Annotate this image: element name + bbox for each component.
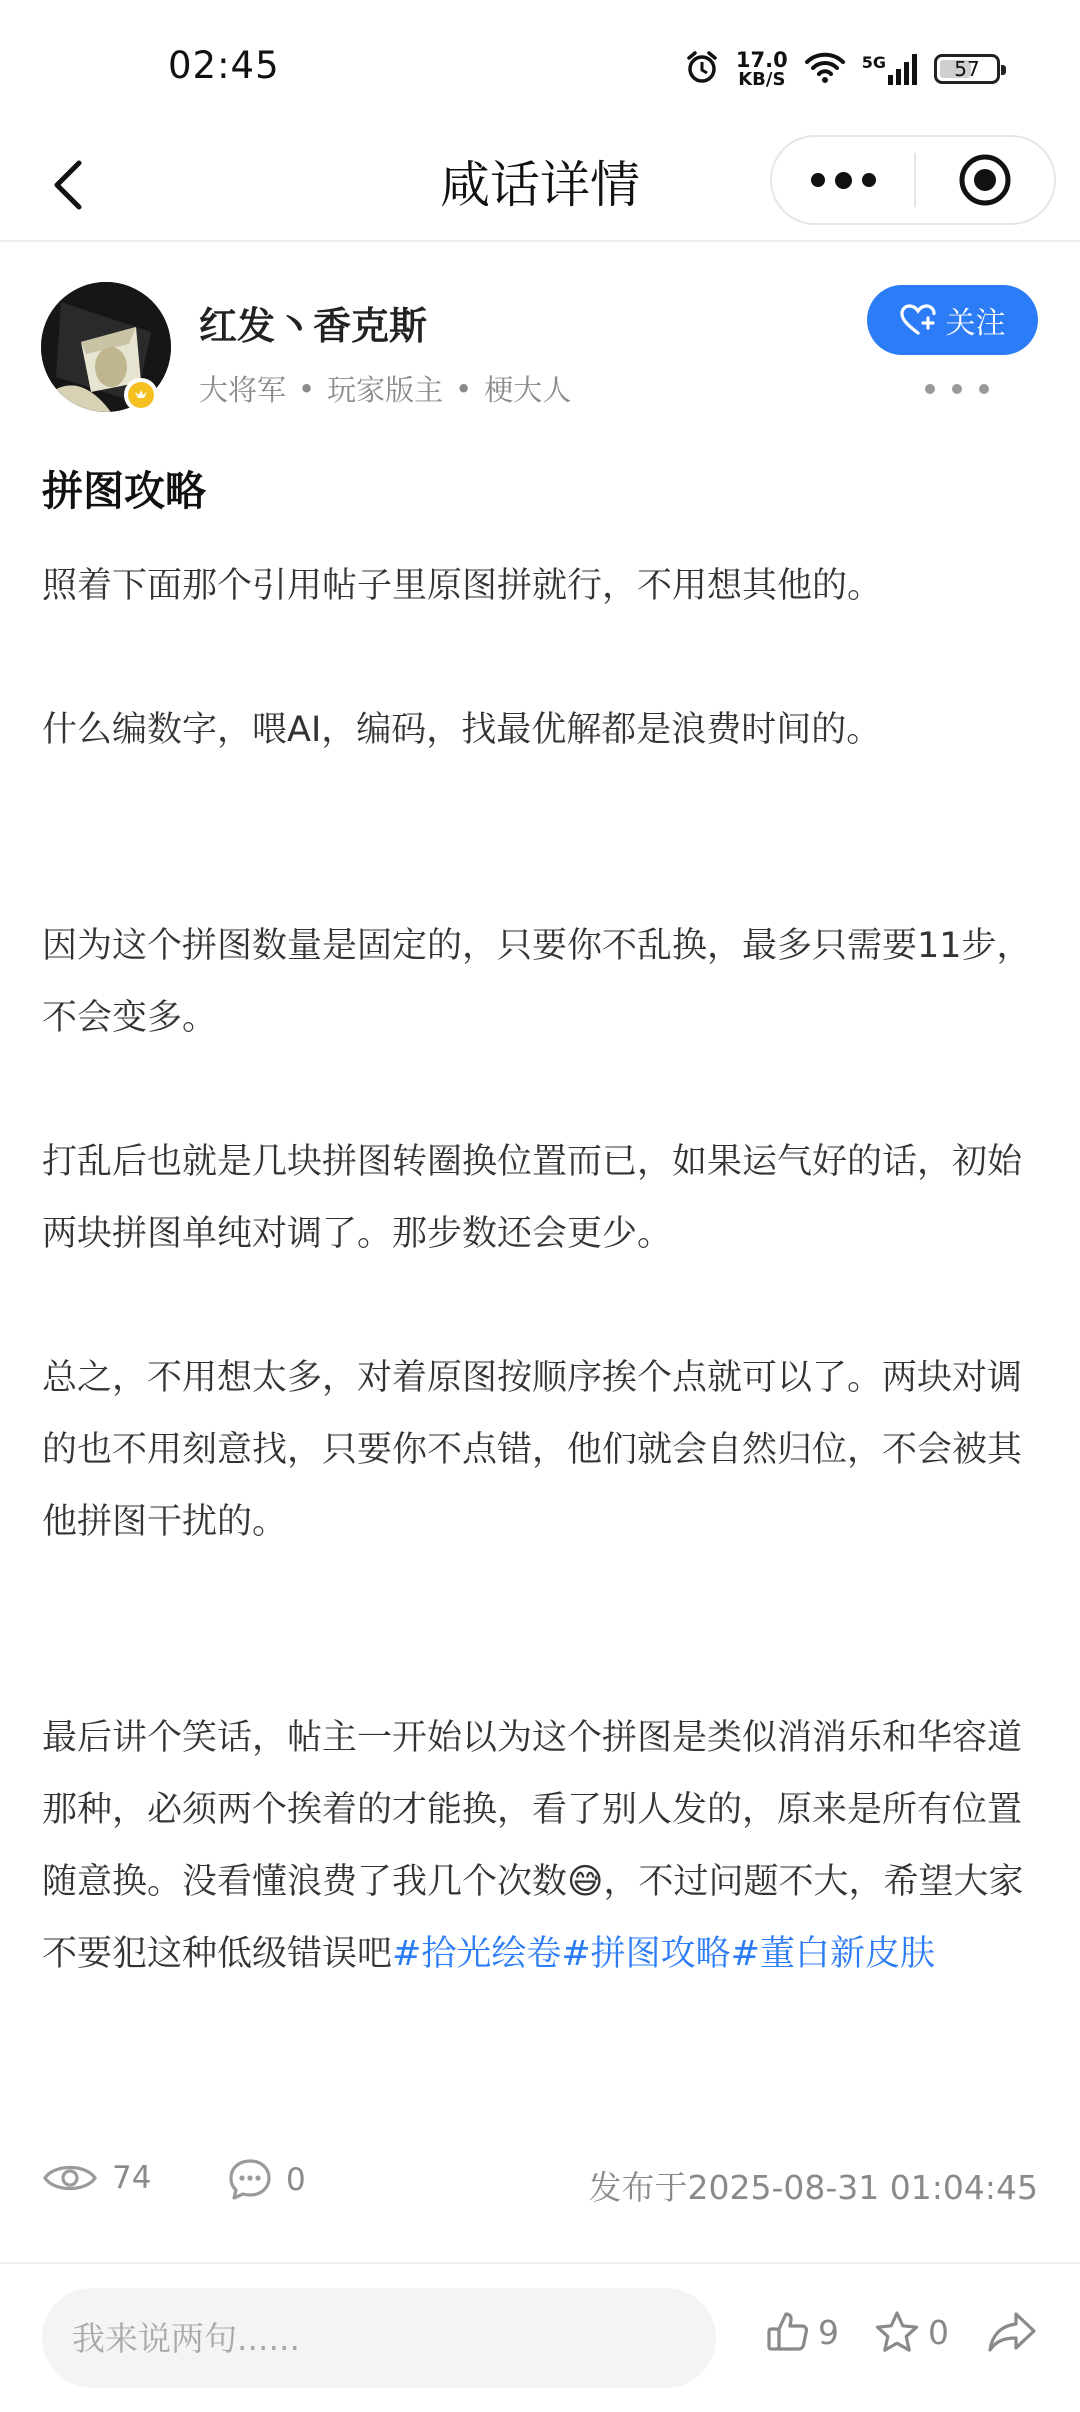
hashtag-link[interactable]: #董白新皮肤 (730, 1934, 935, 1974)
status-icons (684, 44, 1000, 94)
follow-button[interactable] (867, 285, 1038, 355)
hashtag-link[interactable]: #拾光绘卷 (392, 1934, 562, 1974)
more-dots-icon (862, 173, 876, 187)
favorite-count: 0 (928, 2312, 949, 2352)
post-stats (42, 2150, 1038, 2210)
view-count (42, 2158, 151, 2198)
eye-icon (42, 2158, 98, 2198)
hashtag-link[interactable]: #拼图攻略 (561, 1934, 731, 1974)
more-dots-icon (835, 172, 852, 189)
miniapp-capsule (770, 135, 1056, 225)
tag-separator: • (455, 371, 473, 406)
more-dots-icon (952, 384, 962, 394)
author-tag: 玩家版主 (327, 373, 444, 407)
alarm-icon (684, 49, 720, 89)
bottom-action-bar (0, 2264, 1080, 2412)
net-speed (735, 47, 788, 90)
comment-count[interactable] (228, 2158, 306, 2202)
paragraph-gap (42, 622, 1038, 694)
post-paragraph-last (42, 1702, 1038, 1990)
more-dots-icon (925, 384, 935, 394)
author-tag: 大将军 (199, 373, 287, 407)
more-menu-button[interactable] (772, 137, 914, 223)
wifi-icon (804, 50, 846, 88)
post-paragraph: 什么编数字，喂AI，编码，找最优解都是浪费时间的。 (42, 710, 882, 750)
comment-bubble-icon (228, 2158, 272, 2202)
heart-plus-icon (900, 304, 936, 336)
post-paragraph: 打乱后也就是几块拼图转圈换位置而已，如果运气好的话，初始两块拼图单纯对调了。那步数还会更少。 (42, 1142, 1023, 1254)
thumbs-up-icon (766, 2310, 810, 2354)
post-body (42, 550, 1038, 1990)
post-paragraph: 因为这个拼图数量是固定的，只要你不乱换，最多只需要11步，不会变多。 (42, 926, 1032, 1038)
status-bar (0, 0, 1080, 135)
star-icon (874, 2310, 920, 2354)
author-tags (199, 368, 571, 409)
net-speed-unit: KB/S (738, 68, 786, 90)
battery-level: 57 (954, 57, 980, 81)
author-tag: 梗大人 (484, 373, 572, 407)
post-paragraph: 总之，不用想太多，对着原图按顺序挨个点就可以了。两块对调的也不用刻意找，只要你不点错，他们就会自然归位，不会被其他拼图干扰的。 (42, 1358, 1023, 1542)
share-icon (986, 2310, 1038, 2354)
nav-bar (0, 135, 1080, 242)
more-dots-icon (979, 384, 989, 394)
paragraph-gap (42, 1270, 1038, 1342)
comment-count-value: 0 (286, 2162, 306, 2198)
like-button[interactable] (766, 2310, 839, 2354)
net-speed-value: 17.0 (735, 47, 788, 72)
post-paragraph: 最后讲个笑话，帖主一开始以为这个拼图是类似消消乐和华容道那种，必须两个挨着的才能换，看了别人发的，原来是所有位置随意换。没看懂浪费了我几个次数😅，不过问题不大，希望大家不要犯这种低级错误吧 (42, 1718, 1024, 1974)
post-paragraph: 照着下面那个引用帖子里原图拼就行，不用想其他的。 (42, 566, 883, 606)
post-title: 拼图攻略 (42, 467, 206, 515)
view-count-value: 74 (112, 2160, 152, 2196)
verified-badge-icon (124, 378, 158, 412)
paragraph-gap (42, 1558, 1038, 1702)
paragraph-gap (42, 766, 1038, 910)
publish-time: 发布于2025-08-31 01:04:45 (588, 2168, 1038, 2207)
tag-separator: • (298, 371, 316, 406)
page-title: 咸话详情 (440, 156, 640, 214)
paragraph-gap (42, 1054, 1038, 1126)
share-button[interactable] (986, 2310, 1038, 2354)
target-icon (957, 152, 1013, 208)
close-miniapp-button[interactable] (916, 137, 1054, 223)
follow-label: 关注 (945, 306, 1006, 341)
author-name[interactable]: 红发丶香克斯 (199, 304, 428, 348)
like-count: 9 (818, 2312, 839, 2352)
status-time: 02:45 (168, 44, 280, 87)
more-dots-icon (811, 173, 825, 187)
comment-input[interactable] (42, 2288, 716, 2388)
favorite-button[interactable] (874, 2310, 949, 2354)
post-more-button[interactable] (925, 374, 989, 404)
network-label: 5G (861, 53, 886, 72)
signal-icon (862, 53, 918, 85)
battery-icon (934, 54, 1000, 84)
